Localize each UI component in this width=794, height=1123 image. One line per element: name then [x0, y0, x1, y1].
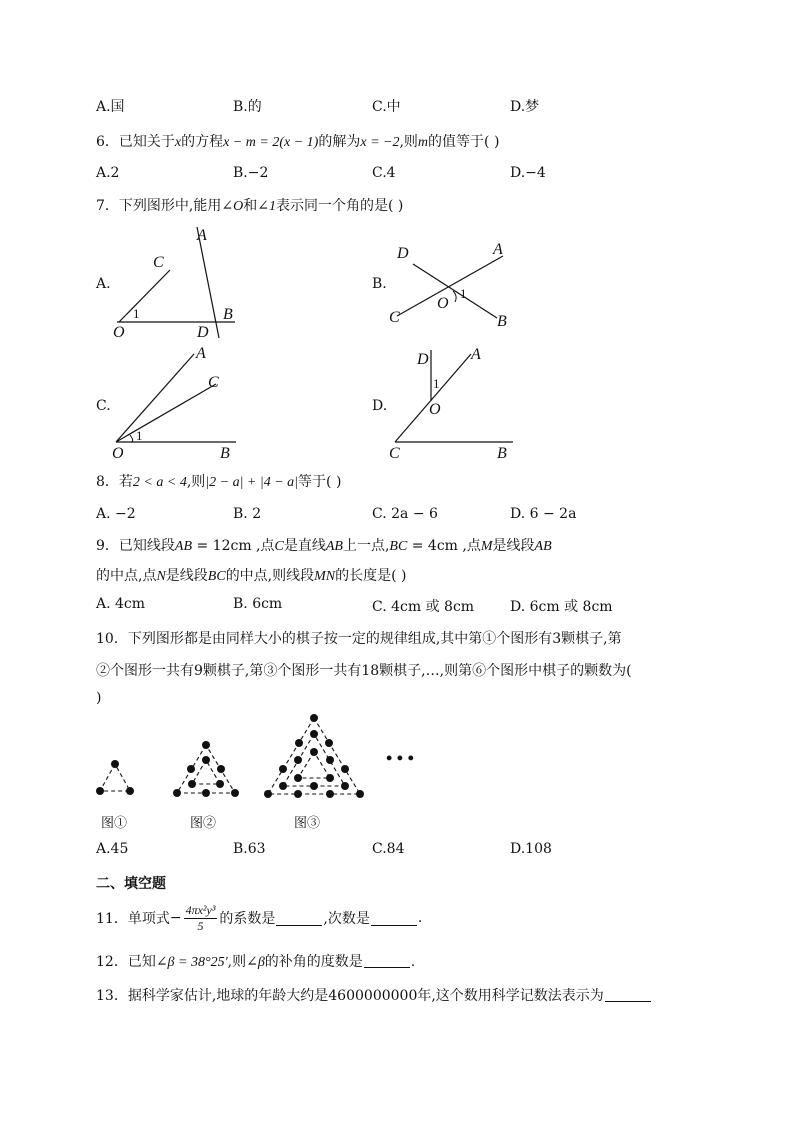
q13-stem	[96, 985, 652, 1005]
stone	[310, 714, 318, 722]
question-number: 13．	[96, 988, 128, 1004]
q7-figure-b	[385, 236, 525, 336]
q6-option-d: D.−4	[510, 165, 546, 181]
q10-stem-line2: ②个图形一共有9颗棋子,第③个图形一共有18颗棋子,…,则第⑥个图形中棋子的颗数为(	[96, 663, 632, 679]
pattern-figure-1	[96, 760, 134, 795]
q12-text: .	[410, 954, 416, 970]
math-var: M	[480, 539, 493, 554]
q8-option-b: B. 2	[233, 506, 262, 522]
q12-given: ∠β = 38°25′	[155, 955, 228, 970]
q8-stem	[96, 471, 341, 491]
stone	[279, 782, 287, 790]
fig-d-label-d: D	[417, 351, 429, 368]
fig-a-label-d: D	[197, 324, 209, 341]
q11-text: 的系数是	[219, 911, 276, 927]
stone	[356, 790, 364, 798]
fig-d-label-o: O	[429, 401, 441, 418]
fig-c-label-c: C	[208, 374, 219, 391]
math-var: C	[274, 539, 284, 554]
q8-text: 若	[118, 474, 133, 490]
stone	[325, 739, 333, 747]
pattern-ellipsis: • • •	[386, 748, 414, 768]
q8-option-c: C. 2a − 6	[372, 506, 438, 522]
math-angle: ∠1	[257, 199, 276, 214]
q11-minus: −	[169, 910, 182, 926]
stone	[326, 774, 334, 782]
q7-text: 下列图形中,能用	[118, 198, 222, 214]
stone	[231, 789, 239, 797]
math-angle: ∠β	[246, 955, 265, 970]
q7-figure-d	[385, 342, 525, 462]
stone	[202, 756, 210, 764]
q9-text: 的长度是( )	[335, 568, 407, 584]
math-angle: ∠O	[221, 199, 244, 214]
q12-text: 的补角的度数是	[264, 954, 363, 970]
q7-stem	[96, 195, 403, 215]
math-var: AB	[174, 539, 193, 554]
stone	[294, 774, 302, 782]
question-number: 10．	[96, 631, 128, 647]
q11-fraction	[184, 903, 218, 934]
q7-option-b-label: B.	[372, 276, 387, 292]
q12-text: 已知	[127, 954, 156, 970]
q11-text: ,次数是	[323, 911, 370, 927]
q11-denominator: 5	[197, 918, 204, 933]
stone	[294, 756, 302, 764]
q5-option-a: A.国	[96, 99, 125, 115]
q10-option-a: A.45	[96, 841, 129, 857]
q10-stem-line3: )	[96, 690, 102, 706]
q12-stem	[96, 951, 415, 971]
q6-equation: x − m = 2(x − 1)	[223, 135, 319, 150]
fig-a-label-1: 1	[133, 306, 140, 321]
q10-stem-line1	[96, 628, 622, 648]
fig-b-label-b: B	[497, 313, 507, 330]
q10-pattern-figures	[92, 712, 422, 802]
caption-figure-2: 图②	[190, 816, 217, 831]
q11-numerator: 4πx²y³	[185, 902, 216, 917]
question-number: 9．	[96, 538, 119, 554]
q7-figure-a	[105, 222, 245, 342]
question-number: 7．	[96, 198, 119, 214]
math-var: m	[417, 135, 429, 150]
q9-stem-line1	[96, 535, 552, 555]
answer-blank[interactable]	[371, 911, 417, 926]
pattern-figure-2	[173, 741, 239, 797]
q8-text: 等于( )	[298, 474, 342, 490]
caption-figure-1: 图①	[101, 816, 128, 831]
q12-text: ,则	[227, 954, 247, 970]
q7-text: 和	[243, 198, 258, 214]
q9-text: = 12cm ,点	[192, 538, 275, 554]
stone	[187, 765, 195, 773]
math-var: N	[156, 569, 166, 584]
question-number: 11．	[96, 911, 128, 927]
stone	[310, 748, 318, 756]
fig-d-label-1: 1	[433, 376, 440, 391]
fig-d-label-b: B	[497, 445, 507, 462]
stone	[326, 756, 334, 764]
fig-a-label-o: O	[113, 324, 125, 341]
fig-b-label-c: C	[389, 309, 400, 326]
fig-a-label-c: C	[153, 254, 164, 271]
q8-option-d: D. 6 − 2a	[510, 506, 577, 522]
stone	[294, 790, 302, 798]
q6-option-b: B.−2	[233, 165, 269, 181]
question-number: 12．	[96, 954, 128, 970]
q6-text: 的方程	[181, 134, 224, 150]
q8-condition: 2 < a < 4	[132, 475, 187, 490]
q9-option-c: C. 4cm 或 8cm	[372, 599, 475, 615]
q6-stem	[96, 131, 499, 151]
fig-a-label-b: B	[223, 306, 233, 323]
q7-option-a-label: A.	[96, 276, 111, 292]
stone	[216, 780, 224, 788]
fig-d-label-a: A	[471, 346, 481, 363]
fig-c-label-1: 1	[136, 428, 143, 443]
q10-option-b: B.63	[233, 841, 266, 857]
q9-stem-line2	[96, 565, 407, 585]
math-var: BC	[389, 539, 408, 554]
q7-option-d-label: D.	[372, 398, 388, 414]
q9-option-d: D. 6cm 或 8cm	[510, 599, 613, 615]
q9-option-a: A. 4cm	[96, 596, 146, 612]
fig-c-label-o: O	[112, 445, 124, 462]
q6-option-c: C.4	[372, 165, 396, 181]
stone	[310, 782, 318, 790]
stone	[173, 789, 181, 797]
math-var: AB	[325, 539, 343, 554]
math-var: x	[174, 135, 182, 150]
q5-option-b: B.的	[233, 99, 262, 115]
q9-text: 已知线段	[118, 538, 175, 554]
stone	[326, 790, 334, 798]
q9-text: 是线段	[492, 538, 535, 554]
fig-d-label-c: C	[389, 445, 400, 462]
q13-text: 据科学家估计,地球的年龄大约是4600000000年,这个数用科学记数法表示为	[127, 988, 604, 1004]
fig-b-label-1: 1	[460, 286, 467, 301]
stone	[202, 789, 210, 797]
q6-text: ,则	[399, 134, 418, 150]
stone	[96, 787, 104, 795]
q6-text: 的值等于( )	[428, 134, 500, 150]
fig-c-label-a: A	[196, 345, 206, 362]
answer-blank[interactable]	[276, 911, 322, 926]
q6-option-a: A.2	[96, 165, 120, 181]
q7-text: 表示同一个角的是( )	[275, 198, 404, 214]
fig-a-label-a: A	[197, 227, 207, 244]
q6-solution: x = −2	[360, 135, 400, 150]
q7-figure-c	[108, 342, 248, 462]
stone	[341, 782, 349, 790]
fig-b-label-d: D	[397, 245, 409, 262]
stone	[126, 787, 134, 795]
q6-text: 已知关于	[118, 134, 175, 150]
stone	[188, 780, 196, 788]
q11-text: .	[417, 910, 423, 926]
math-var: MN	[314, 569, 336, 584]
q5-option-c: C.中	[372, 99, 401, 115]
stone	[279, 765, 287, 773]
q9-option-b: B. 6cm	[233, 596, 283, 612]
stone	[341, 765, 349, 773]
q5-option-d: D.梦	[510, 99, 540, 115]
q8-option-a: A. −2	[96, 506, 136, 522]
answer-blank[interactable]	[605, 987, 651, 1002]
stone	[217, 765, 225, 773]
stone	[111, 760, 119, 768]
math-var: AB	[534, 539, 552, 554]
q11-stem	[96, 896, 422, 940]
q9-text: 的中点,点	[96, 568, 157, 584]
q8-text: ,则	[186, 474, 206, 490]
math-var: BC	[207, 569, 226, 584]
stone	[310, 730, 318, 738]
caption-figure-3: 图③	[294, 816, 321, 831]
q9-text: 上一点,	[342, 538, 390, 554]
stone	[264, 790, 272, 798]
q7-option-c-label: C.	[96, 398, 111, 414]
pattern-figure-3	[264, 714, 364, 798]
q9-text: 是线段	[165, 568, 208, 584]
q9-text: 是直线	[283, 538, 326, 554]
q10-text: 下列图形都是由同样大小的棋子按一定的规律组成,其中第①个图形有3颗棋子,第	[127, 631, 622, 647]
question-number: 8．	[96, 474, 119, 490]
stone	[295, 739, 303, 747]
q6-text: 的解为	[318, 134, 361, 150]
q9-text: 的中点,则线段	[225, 568, 315, 584]
question-number: 6．	[96, 134, 119, 150]
fig-b-label-o: O	[437, 295, 449, 312]
q11-text: 单项式	[127, 911, 170, 927]
fig-b-label-a: A	[493, 241, 503, 258]
fig-c-label-b: B	[220, 445, 230, 462]
q9-text: = 4cm ,点	[407, 538, 481, 554]
q10-option-c: C.84	[372, 841, 405, 857]
q10-option-d: D.108	[510, 841, 552, 857]
answer-blank[interactable]	[364, 953, 410, 968]
section-title: 二、填空题	[96, 876, 166, 892]
stone	[202, 741, 210, 749]
q8-expression: |2 − a| + |4 − a|	[205, 475, 299, 490]
